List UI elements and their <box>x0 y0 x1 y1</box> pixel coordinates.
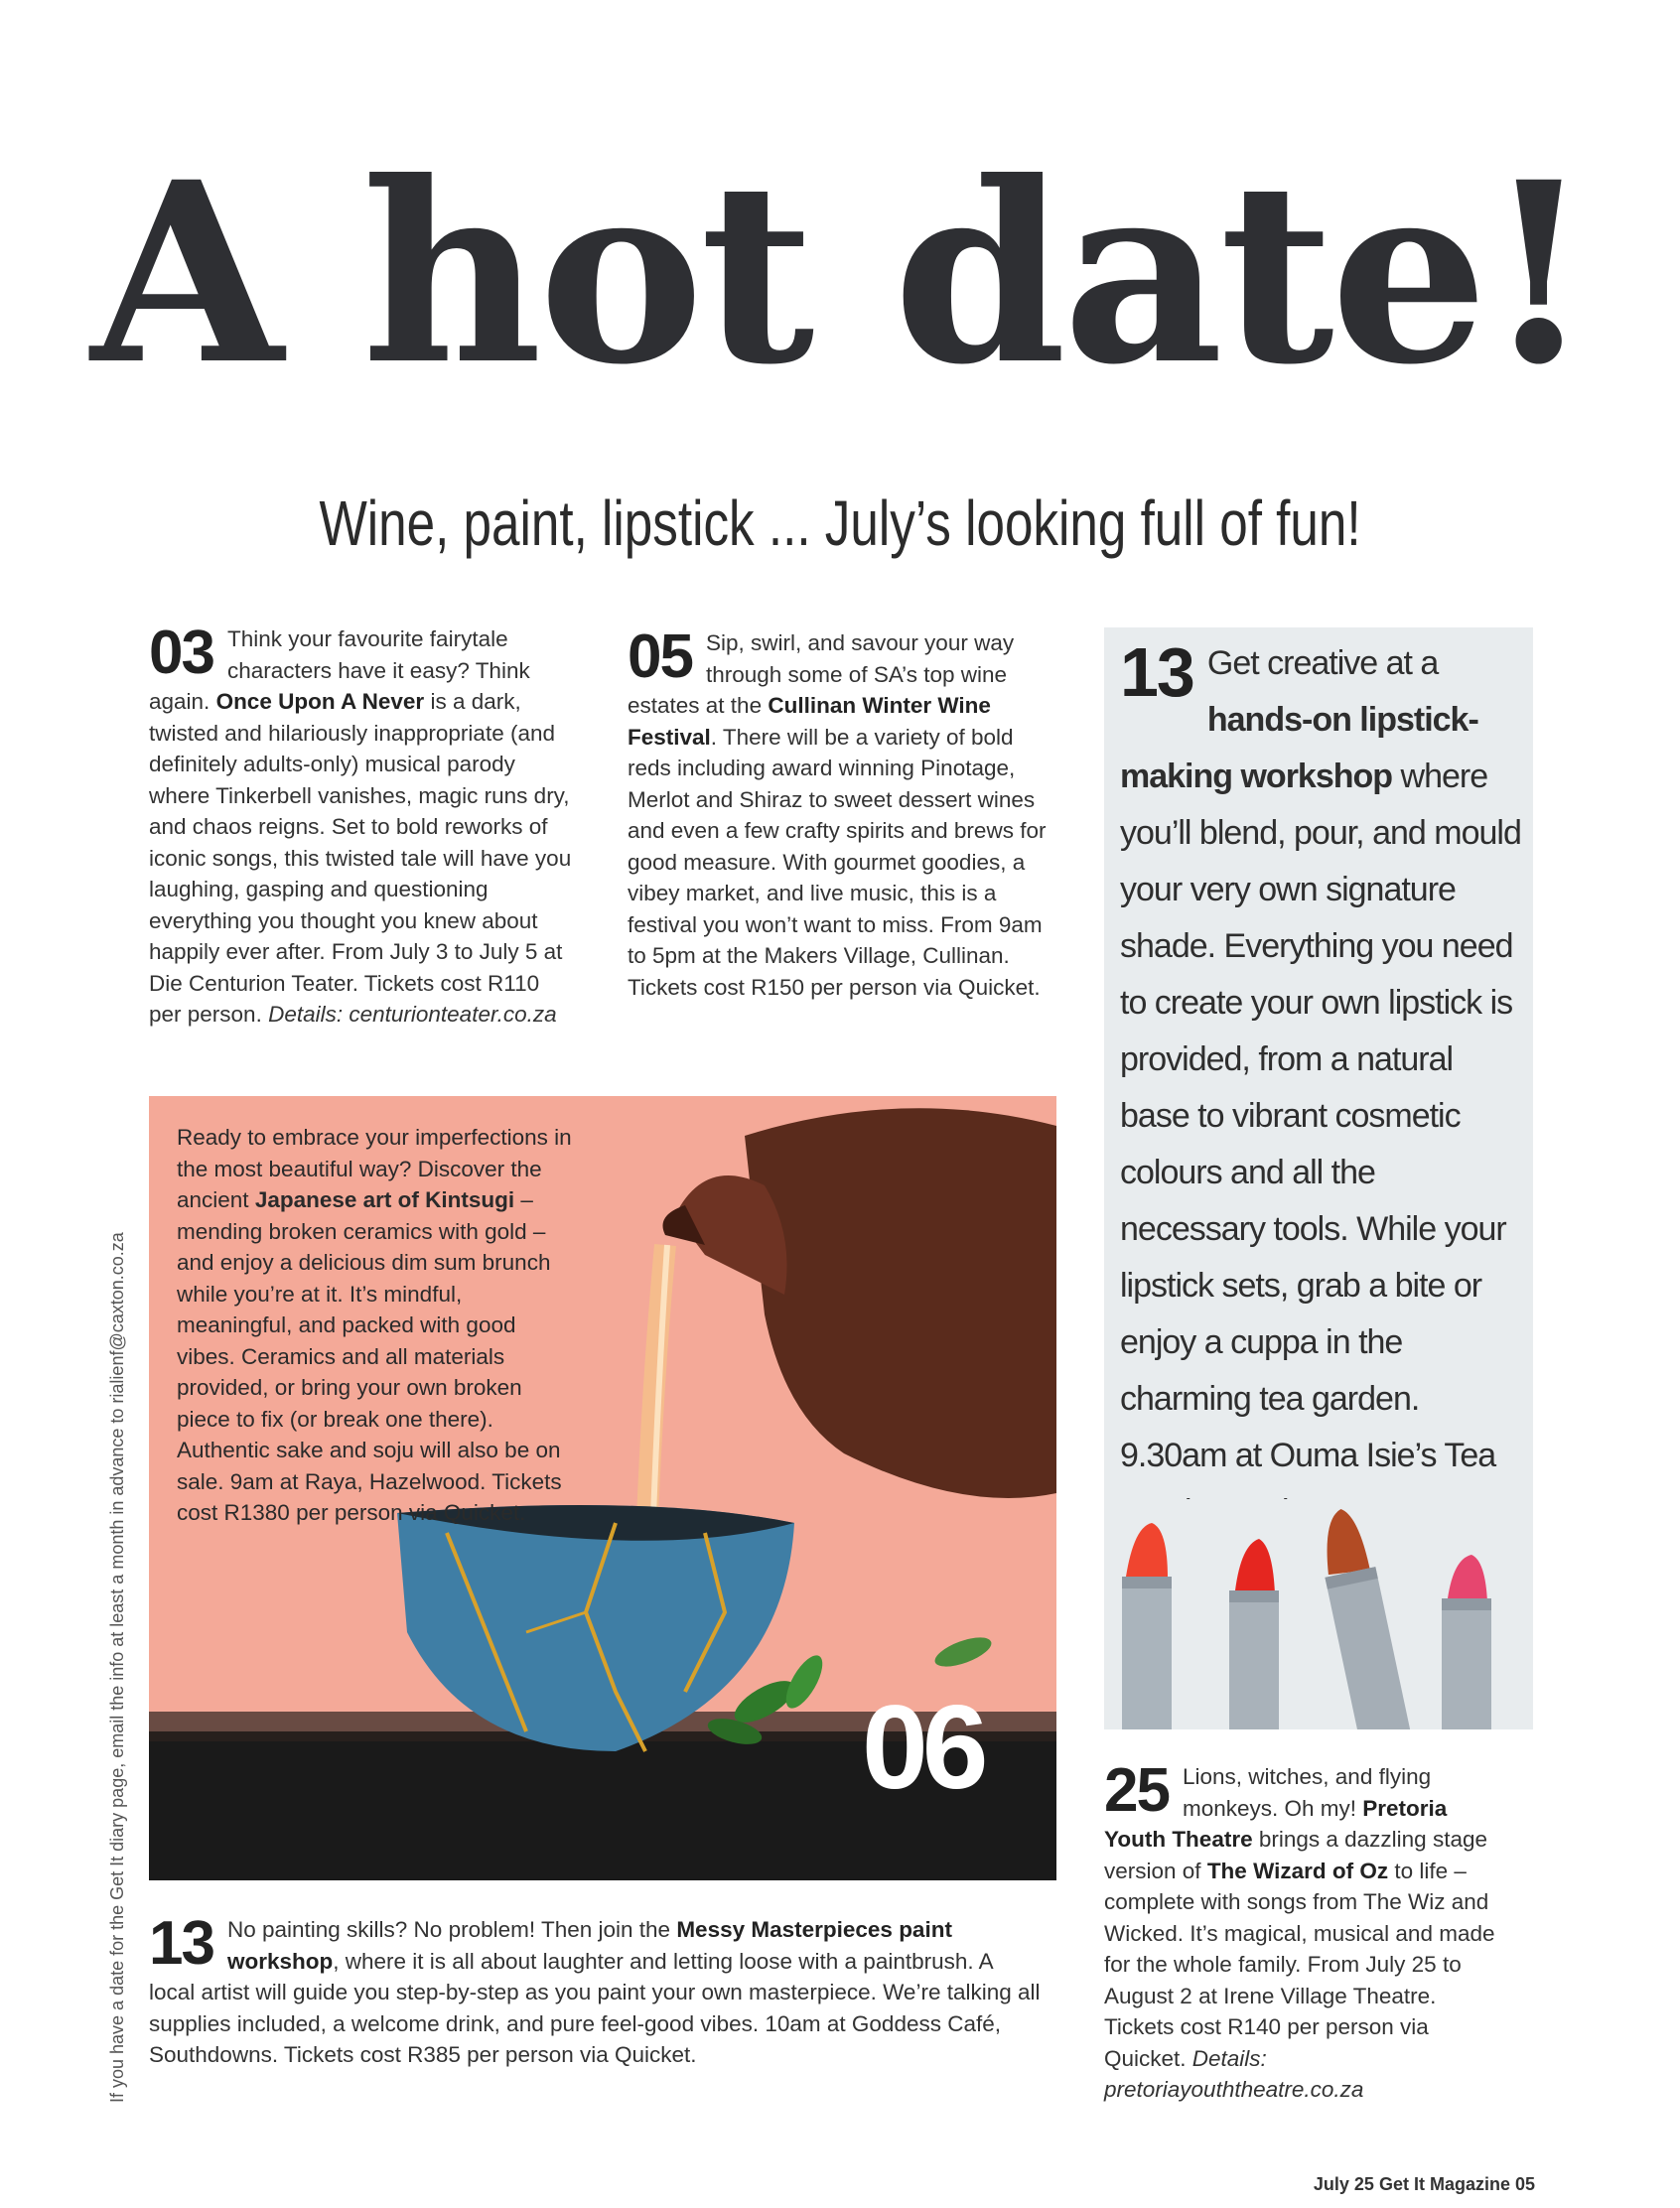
event-text: is a dark, twisted and hilariously inappropriate (and definitely adults-only) musical parody where Tinkerbell vanishes, magic runs dry, and chaos reigns. Set to bold reworks of iconic songs, this twisted tale will have you laughing, gasping and questioning everything you thought you knew about happily ever after. From July 3 to July 5 at Die Centurion Teater. Tickets cost R110 per person. <box>149 689 572 1027</box>
event-06 <box>177 1122 574 1529</box>
event-text: . There will be a variety of bold reds including award winning Pinotage, Merlot and Shiraz to sweet dessert wines and even a few crafty spirits and brews for good measure. With gourmet goodies, a vibey market, and live music, this is a festival you won’t want to miss. From 9am to 5pm at the Makers Village, Cullinan. Tickets cost R150 per person via Quicket. <box>628 724 1047 1000</box>
event-text: Think your favourite fairytale characters have it easy? Think again. <box>149 626 530 714</box>
event-details-link: Details: centurionteater.co.za <box>268 1002 557 1027</box>
event-text: brings a dazzling stage version of <box>1104 1827 1487 1883</box>
event-25 <box>1104 1756 1501 2106</box>
lipsticks-photo <box>1104 1499 1533 1729</box>
event-05 <box>628 622 1054 1003</box>
event-text: Get creative at a <box>1206 644 1439 682</box>
event-13-paint <box>149 1909 1043 2071</box>
event-text: where you’ll blend, pour, and mould your very own signature shade. Everything you need to create your own lipstick is provided, from a natural base to vibrant cosmetic colours and all the necessary tools. While your lipstick sets, grab a bite or enjoy a cuppa in the charming tea garden. 9.30am at Ouma Isie’s Tea <box>1120 758 1521 1474</box>
event-text: Lions, witches, and flying monkeys. Oh my! <box>1182 1764 1432 1821</box>
event-title: hands-on lipstick-making workshop <box>1120 701 1478 795</box>
event-details-link: Details: pretoriayouththeatre.co.za <box>1104 2045 1364 2102</box>
page-subtitle: Wine, paint, lipstick ... July’s looking full of fun! <box>319 487 1361 559</box>
event-date-number: 13 <box>149 1909 213 1978</box>
event-text: – mending broken ceramics with gold – and enjoy a delicious dim sum brunch while you’re at it. It’s mindful, meaningful, and packed with good vibes. Ceramics and all materials provided, or bring your own broken piece to fix (or break one there). Authentic sake and soju will also be on sale. 9am at Raya, Hazelwood. Tickets cost R1380 per person via Quicket. <box>177 1187 562 1525</box>
event-text: , where it is all about laughter and letting loose with a paintbrush. A local artist will guide you step-by-step as you paint your own masterpiece. We’re talking all supplies included, a welcome drink, and pure feel-good vibes. 10am at Goddess Café, Southdowns. Tickets cost R385 per person via Quicket. <box>149 1948 1041 2067</box>
event-date-number: 13 <box>1120 633 1193 711</box>
event-title: Once Upon A Never <box>215 689 425 714</box>
event-title: Pretoria Youth Theatre <box>1104 1795 1448 1852</box>
event-title: Cullinan Winter Wine Festival <box>628 693 991 750</box>
event-text: Ready to embrace your imperfections in the most beautiful way? Discover the ancient <box>177 1125 572 1212</box>
side-note: If you have a date for the Get It diary page, email the info at least a month in advance to rialienf@caxton.co.za <box>107 1232 127 2103</box>
event-date-number: 05 <box>628 622 692 691</box>
event-date-number: 06 <box>862 1681 983 1814</box>
event-title: Japanese art of Kintsugi <box>254 1187 515 1212</box>
event-text: to life – complete with songs from The Wiz and Wicked. It’s magical, musical and made for the whole family. From July 25 to August 2 at Irene Village Theatre. Tickets cost R140 per person via Quicket. <box>1104 1858 1495 2071</box>
event-title: The Wizard of Oz <box>1206 1858 1389 1883</box>
page-footer: July 25 Get It Magazine 05 <box>1313 2174 1535 2194</box>
page-title: A hot date! <box>90 127 1590 419</box>
event-text: No painting skills? No problem! Then join the <box>226 1917 677 1942</box>
event-date-number: 25 <box>1104 1756 1169 1825</box>
event-03 <box>149 619 576 1031</box>
event-date-number: 03 <box>149 619 213 687</box>
event-title: Messy Masterpieces paint workshop <box>226 1917 952 1974</box>
event-text: Sip, swirl, and savour your way through some of SA’s top wine estates at the <box>628 630 1015 718</box>
